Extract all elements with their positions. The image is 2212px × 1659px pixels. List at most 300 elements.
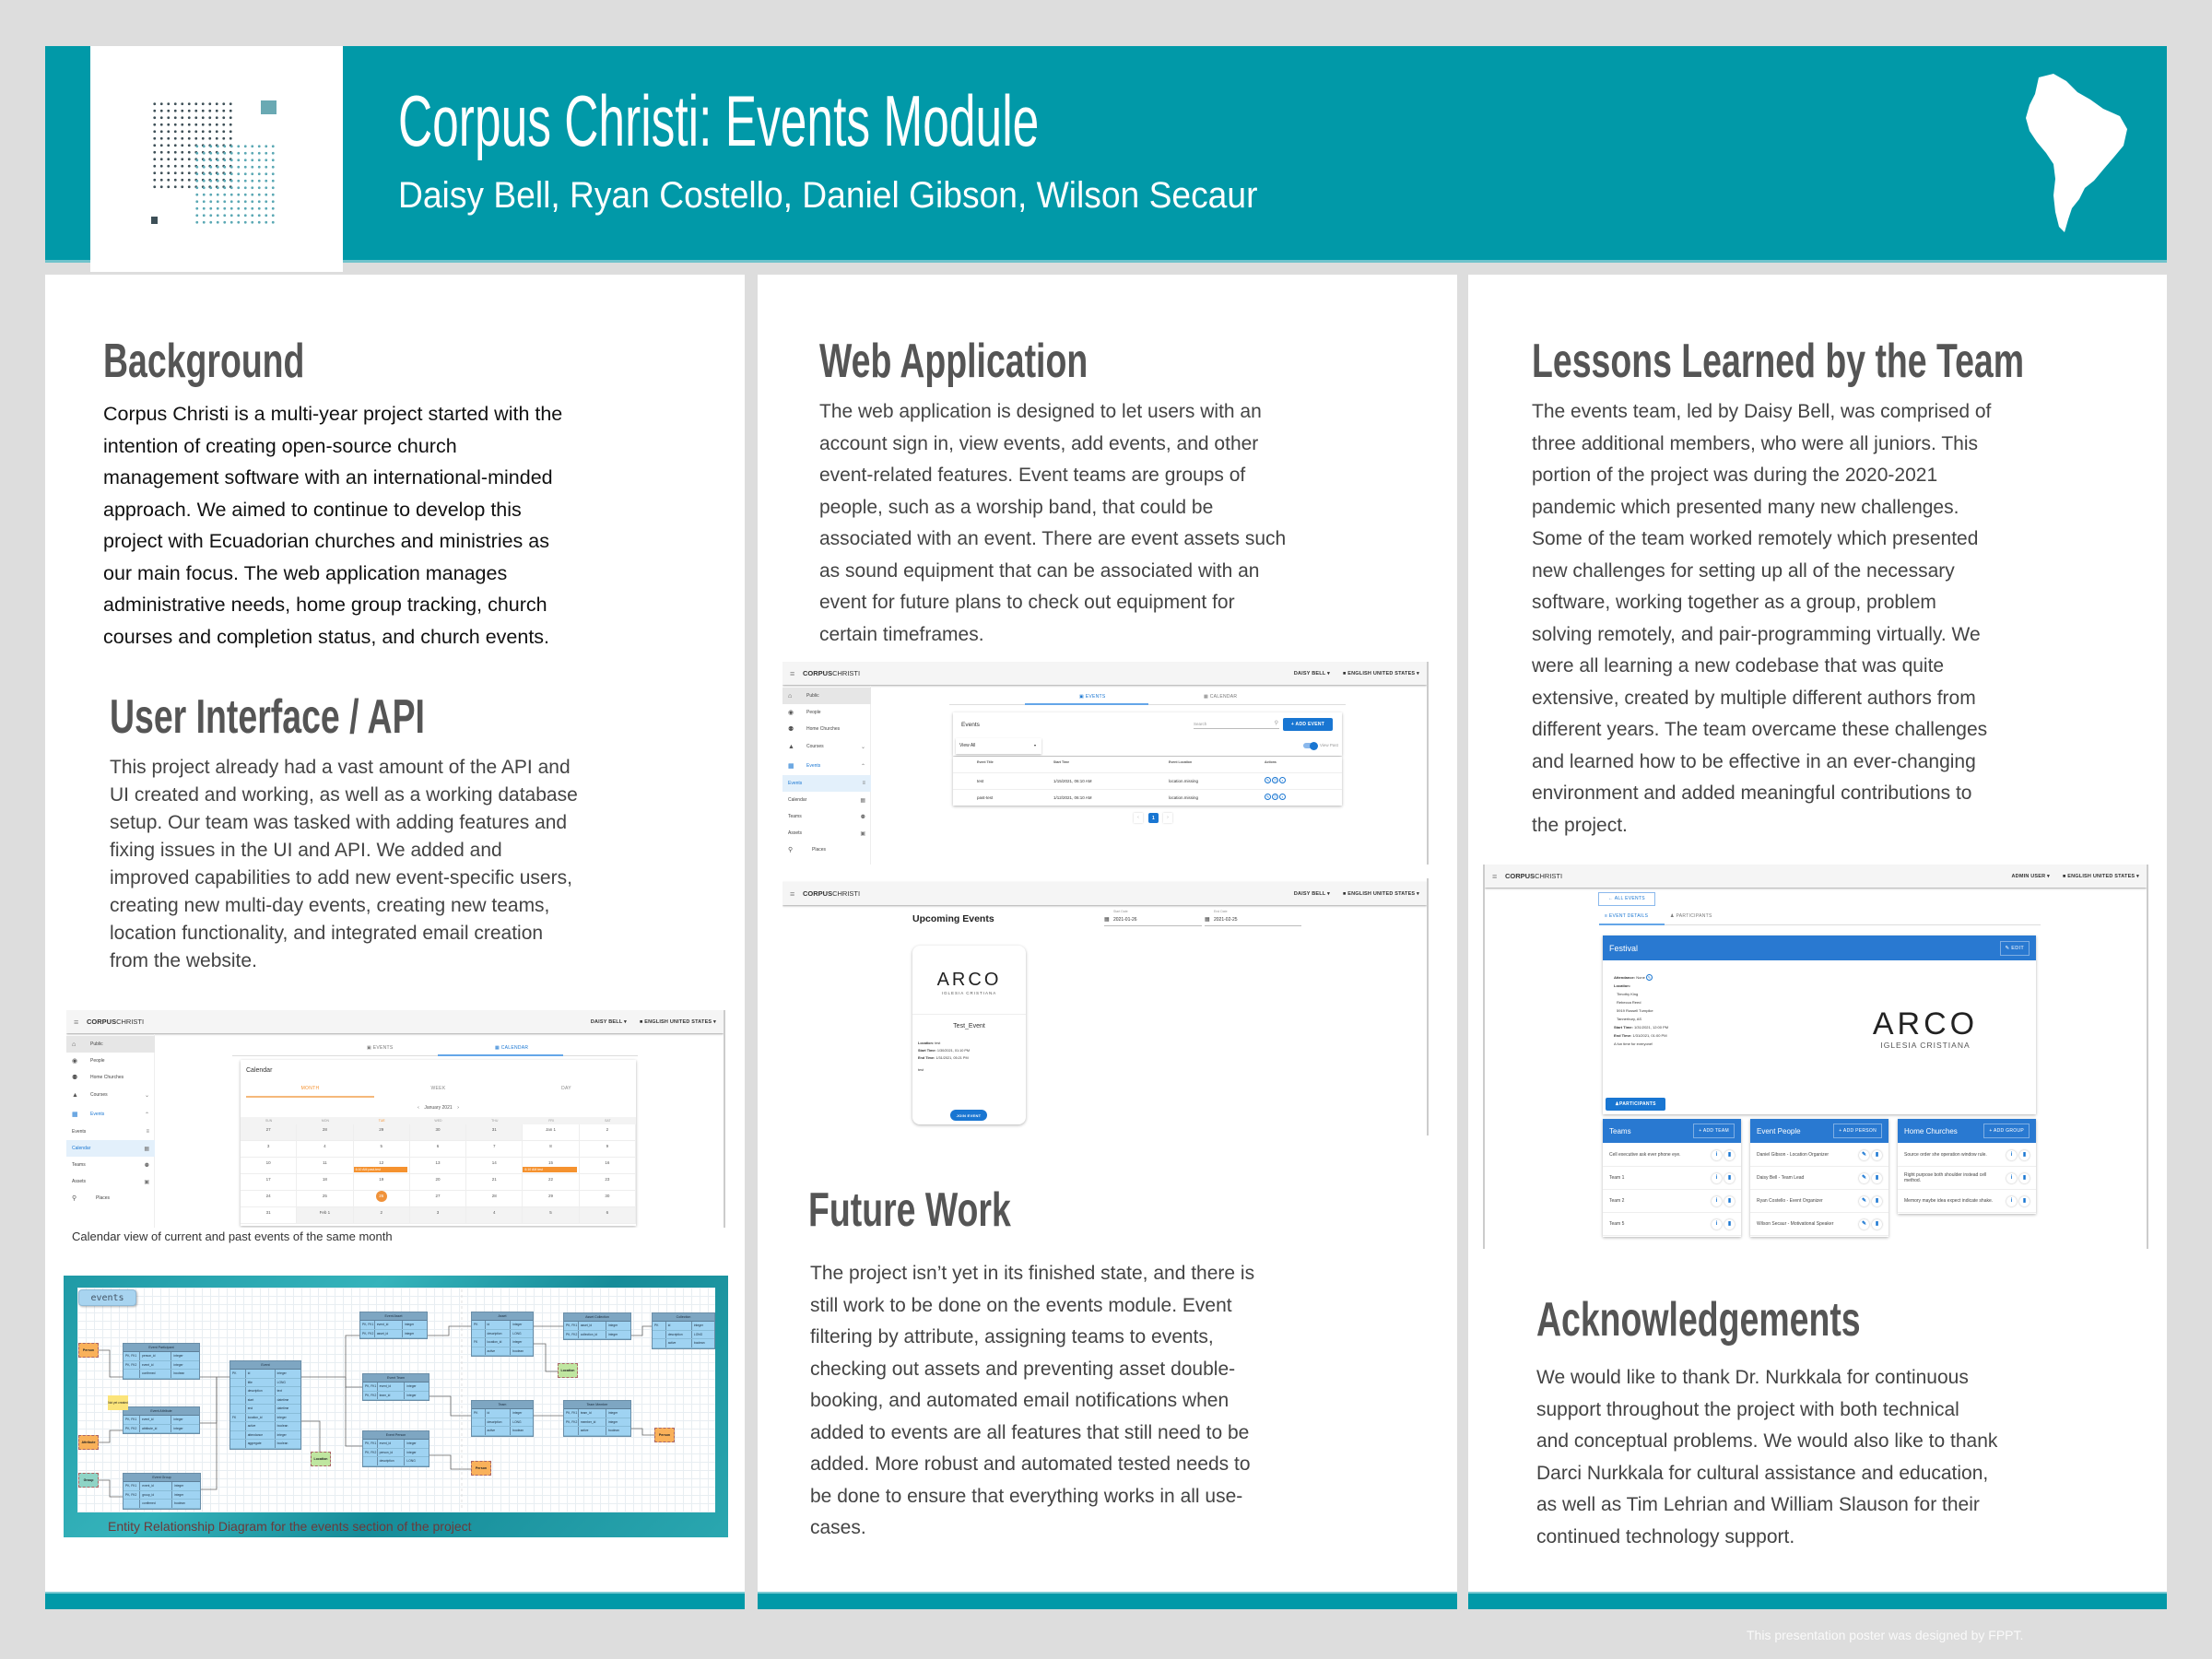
erd-table-row: [360, 1330, 427, 1339]
table-row[interactable]: [953, 789, 1342, 806]
info-icon[interactable]: i: [1712, 1196, 1722, 1206]
sidebar-item-assets[interactable]: [66, 1173, 155, 1190]
erd-field: PK, FK2: [124, 1361, 140, 1370]
calendar-day[interactable]: [580, 1158, 636, 1174]
calendar-day[interactable]: [297, 1158, 353, 1174]
erd-table: [471, 1400, 534, 1437]
day-number: 3: [436, 1210, 440, 1215]
language-menu[interactable]: ■ ENGLISH UNITED STATES ▾: [640, 1018, 716, 1025]
user-menu[interactable]: DAISY BELL ▾: [590, 1018, 627, 1025]
erd-field: [124, 1370, 140, 1378]
calendar-day[interactable]: [297, 1174, 353, 1191]
add-button[interactable]: + ADD PERSON: [1833, 1124, 1882, 1138]
calendar-day[interactable]: [466, 1158, 523, 1174]
language-menu[interactable]: ■ ENGLISH UNITED STATES ▾: [2063, 873, 2139, 879]
delete-icon[interactable]: ▮: [2019, 1150, 2030, 1160]
day-number: 3: [266, 1144, 270, 1148]
footer-credit: [1747, 1628, 2023, 1642]
calendar-day[interactable]: [466, 1207, 523, 1224]
sidebar-item-calendar[interactable]: [782, 792, 871, 808]
table-cell: location.missing: [1169, 779, 1199, 783]
menu-icon[interactable]: ≡: [790, 888, 795, 899]
info-icon[interactable]: i: [1712, 1173, 1722, 1183]
calendar-day[interactable]: [410, 1191, 466, 1207]
text-line: location functionality, and integrated email creation: [110, 923, 544, 944]
erd-table-name: Collection: [653, 1313, 714, 1322]
erd-field: PK, FK2: [564, 1331, 579, 1339]
day-number: 23: [605, 1177, 610, 1182]
calendar-day[interactable]: [297, 1191, 353, 1207]
next-page-button[interactable]: ›: [1163, 813, 1172, 823]
erd-table-row: [124, 1425, 199, 1434]
erd-table-row: [230, 1396, 300, 1406]
text-line: approach. We aimed to continue to develop this: [103, 498, 522, 521]
search-input[interactable]: [1194, 720, 1279, 729]
erd-label: events: [78, 1289, 136, 1306]
calendar-day[interactable]: [354, 1124, 410, 1141]
group-icon: ⚉: [860, 814, 865, 820]
calendar-day[interactable]: [241, 1191, 297, 1207]
app-brand[interactable]: [803, 669, 860, 677]
text-line: solving remotely, and pair-programming virtually. We: [1532, 623, 1981, 645]
erd-field: integer: [173, 1362, 183, 1367]
calendar-icon: ▦: [860, 797, 865, 804]
calendar-day[interactable]: [523, 1141, 579, 1158]
erd-field: title: [246, 1379, 276, 1387]
sidebar: [782, 686, 871, 865]
tab-event-details[interactable]: ≡ EVENT DETAILS: [1605, 913, 1649, 919]
erd-table-row: [363, 1457, 429, 1466]
calendar-day[interactable]: [241, 1124, 297, 1141]
sidebar-item-places[interactable]: [782, 841, 871, 858]
delete-icon[interactable]: ▮: [1872, 1196, 1882, 1206]
text-line: creating new multi-day events, creating new teams,: [110, 895, 550, 916]
event-card[interactable]: [912, 946, 1026, 1124]
text-line: portion of the project was during the 2020-2021: [1532, 465, 1938, 486]
group-icon: ⚉: [72, 1075, 78, 1081]
day-number: 16: [605, 1160, 610, 1165]
erd-table-name: Event Asset: [360, 1312, 427, 1321]
erd-field: PK, FK2: [363, 1449, 378, 1457]
calendar-card: [241, 1060, 636, 1226]
text-line: We would like to thank Dr. Nurkkala for continuous: [1536, 1367, 1969, 1388]
background-text: [103, 398, 562, 653]
page-button[interactable]: 1: [1148, 813, 1159, 823]
view-past-toggle[interactable]: [1303, 743, 1317, 748]
heading-lessons-learned: Lessons Learned by the Team: [1532, 335, 2025, 388]
calendar-day[interactable]: [523, 1124, 579, 1141]
add-button[interactable]: + ADD TEAM: [1693, 1124, 1735, 1138]
calendar-day[interactable]: [241, 1158, 297, 1174]
erd-field: description: [486, 1330, 512, 1338]
calendar-day[interactable]: [466, 1174, 523, 1191]
text-line: new challenges for setting up all of the necessary: [1532, 559, 1955, 582]
list-item: [1603, 1144, 1741, 1167]
day-number: Feb 1: [319, 1210, 331, 1215]
text-line: courses and completion status, and church events.: [103, 625, 550, 648]
erd-field: PK, FK1: [564, 1322, 579, 1330]
calendar-day[interactable]: [241, 1207, 297, 1224]
user-menu[interactable]: DAISY BELL ▾: [1293, 890, 1330, 897]
sidebar-item-public[interactable]: [782, 688, 871, 704]
tab-calendar[interactable]: ▦ CALENDAR: [495, 1045, 529, 1051]
erd-field: PK, FK2: [124, 1425, 140, 1433]
erd-table-row: [363, 1392, 429, 1401]
web-application-text: [819, 396, 1286, 651]
erd-table-row: [472, 1409, 533, 1418]
next-month-icon[interactable]: ›: [457, 1105, 459, 1111]
participants-button[interactable]: ♟ PARTICIPANTS: [1606, 1098, 1665, 1111]
calendar-day[interactable]: [466, 1191, 523, 1207]
copy-icon[interactable]: ❐: [1273, 794, 1277, 799]
day-number: 19: [379, 1177, 384, 1182]
row-actions: [1265, 777, 1287, 783]
sidebar-item-courses[interactable]: [782, 738, 871, 755]
info-icon[interactable]: i: [1712, 1219, 1722, 1230]
info-icon[interactable]: i: [2006, 1150, 2017, 1160]
prev-page-button[interactable]: ‹: [1134, 813, 1143, 823]
calendar-day[interactable]: [466, 1141, 523, 1158]
text-line: associated with an event. There are event assets such: [819, 528, 1287, 549]
arco-logo: [1861, 1007, 1990, 1050]
home-icon: ⌂: [72, 1041, 76, 1048]
sidebar-item-label: Calendar: [788, 797, 807, 803]
delete-icon[interactable]: ▮: [1872, 1173, 1882, 1183]
sidebar-item-people[interactable]: [66, 1053, 155, 1069]
calendar-day[interactable]: [241, 1174, 297, 1191]
calendar-day[interactable]: [354, 1141, 410, 1158]
location-line: Timothy King: [1617, 992, 1639, 996]
erd-field: asset_id: [579, 1322, 606, 1330]
day-number: 27: [265, 1127, 271, 1132]
text-line: added to events are all features that still need to be: [810, 1421, 1250, 1443]
calendar-day[interactable]: [523, 1207, 579, 1224]
erd-table: [471, 1312, 534, 1357]
location-line: Tannerbury, AS: [1617, 1017, 1642, 1021]
edit-icon[interactable]: ✎: [1859, 1196, 1869, 1206]
start-date-field[interactable]: [1104, 910, 1202, 926]
list-item: [1603, 1167, 1741, 1190]
erd-table: [563, 1312, 631, 1340]
erd-table: [123, 1406, 200, 1434]
erd-field: PK, FK1: [363, 1440, 378, 1448]
day-number: 18: [322, 1177, 327, 1182]
delete-icon[interactable]: ▮: [1724, 1173, 1735, 1183]
sidebar-item-teams[interactable]: [66, 1157, 155, 1173]
calendar-day[interactable]: [297, 1141, 353, 1158]
sidebar-item-assets[interactable]: [782, 825, 871, 841]
sidebar-item-label: Public: [90, 1041, 103, 1047]
calendar-day[interactable]: [580, 1124, 636, 1141]
erd-caption: Entity Relationship Diagram for the events section of the project: [108, 1519, 472, 1534]
delete-icon[interactable]: ▮: [1724, 1219, 1735, 1230]
erd-table-row: [230, 1405, 300, 1414]
calendar-day[interactable]: [354, 1191, 410, 1207]
all-events-button[interactable]: ← ALL EVENTS: [1598, 892, 1655, 906]
erd-field: integer: [276, 1415, 287, 1419]
menu-icon[interactable]: ≡: [74, 1017, 79, 1027]
sidebar-item-teams[interactable]: [782, 808, 871, 825]
location-label: Location:: [1614, 983, 1630, 988]
calendar-day[interactable]: [410, 1158, 466, 1174]
calendar-day[interactable]: [523, 1174, 579, 1191]
tab-indicator: [438, 1054, 563, 1056]
sidebar-item-home-churches[interactable]: [66, 1069, 155, 1086]
erd-field: integer: [405, 1323, 415, 1326]
copy-icon[interactable]: ❐: [1273, 778, 1277, 782]
item-label: Right purpose both shoulder instead cell method.: [1904, 1172, 1987, 1183]
calendar-day[interactable]: [580, 1207, 636, 1224]
sidebar-item-label: Home Churches: [806, 726, 841, 732]
erd-field: boolean: [512, 1348, 524, 1353]
erd-table-name: Team Member: [564, 1401, 630, 1409]
calendar-day[interactable]: [580, 1191, 636, 1207]
erd-table-name: Asset Collection: [564, 1313, 630, 1322]
sidebar: [66, 1034, 155, 1228]
erd-field: [124, 1500, 140, 1508]
view-tab-day[interactable]: DAY: [561, 1086, 571, 1091]
calendar-icon: ▦: [788, 763, 794, 770]
location-line: 5919 Russell Turnpike: [1617, 1008, 1653, 1013]
edit-button[interactable]: ✎ EDIT: [2000, 941, 2030, 956]
delete-icon[interactable]: ▪: [1279, 777, 1286, 783]
erd-table-row: [124, 1500, 200, 1509]
tab-events[interactable]: ▣ EVENTS: [1079, 694, 1106, 700]
column-footer-bar: [1468, 1592, 2167, 1609]
filter-select[interactable]: [956, 738, 1041, 754]
text-line: from the website.: [110, 950, 257, 971]
app-brand[interactable]: [1505, 872, 1562, 880]
edit-icon[interactable]: ✎: [1859, 1173, 1869, 1183]
erd-field: integer: [406, 1393, 417, 1397]
erd-table-row: [564, 1409, 630, 1418]
sidebar-item-people[interactable]: [782, 704, 871, 721]
tab-events[interactable]: ▣ EVENTS: [367, 1045, 394, 1051]
erd-entity-stub: Attribute: [78, 1435, 99, 1450]
edit-attendance-icon[interactable]: ✎: [1647, 975, 1652, 980]
info-icon[interactable]: i: [2006, 1196, 2017, 1206]
erd-field: integer: [174, 1492, 184, 1497]
text-line: people, such as a worship band, that could be: [819, 496, 1214, 518]
erd-field: PK, FK2: [564, 1418, 579, 1427]
add-event-button[interactable]: + ADD EVENT: [1283, 718, 1333, 731]
menu-icon[interactable]: ≡: [1492, 871, 1498, 881]
weekday-header: TUE: [354, 1117, 410, 1124]
calendar-day[interactable]: [466, 1124, 523, 1141]
events-title: Events: [961, 722, 980, 728]
erd-entity-stub: Location: [311, 1452, 331, 1466]
calendar-icon: ▦: [1205, 917, 1210, 923]
erd-field: [230, 1387, 246, 1395]
calendar-day[interactable]: [523, 1158, 579, 1174]
tab-calendar[interactable]: ▦ CALENDAR: [1204, 694, 1238, 700]
erd-field: description: [486, 1418, 512, 1427]
panel-header: [1898, 1119, 2036, 1143]
erd-table-row: [653, 1339, 714, 1348]
erd-field: [230, 1379, 246, 1387]
erd-field: event_id: [140, 1482, 172, 1490]
calendar-day[interactable]: [580, 1174, 636, 1191]
erd-field: PK, FK2: [124, 1491, 140, 1500]
sidebar-item-calendar[interactable]: [66, 1140, 155, 1157]
erd-table-row: [472, 1338, 533, 1347]
edit-icon[interactable]: ✎: [1265, 778, 1270, 782]
erd-field: location_id: [486, 1338, 512, 1347]
school-icon: ▲: [72, 1091, 78, 1099]
day-number: 7: [493, 1144, 496, 1148]
tab-label: EVENTS: [372, 1045, 394, 1051]
calendar-event[interactable]: 6:10 AM test: [523, 1167, 576, 1172]
fppt-link[interactable]: FPPT: [1988, 1628, 2020, 1642]
erd-field: active: [246, 1422, 276, 1430]
sidebar-item-events[interactable]: [782, 775, 871, 792]
list-icon: ≡: [862, 781, 865, 786]
sidebar-item-courses[interactable]: [66, 1087, 155, 1103]
add-button[interactable]: + ADD GROUP: [1983, 1124, 2030, 1138]
day-number: 15: [548, 1160, 554, 1165]
delete-icon[interactable]: ▪: [1279, 794, 1286, 800]
events-table: [953, 757, 1342, 806]
erd-table-row: [564, 1322, 630, 1331]
brand-bold: CORPUS: [803, 889, 833, 898]
text-line: The events team, led by Daisy Bell, was comprised of: [1532, 401, 1992, 422]
app-brand[interactable]: [803, 889, 860, 898]
sidebar-item-label: Events: [788, 781, 803, 786]
erd-field: id: [486, 1409, 512, 1418]
erd-table-row: [564, 1427, 630, 1436]
erd-field: integer: [512, 1340, 523, 1344]
day-number: 8: [549, 1144, 552, 1148]
event-details: [1614, 973, 1668, 1048]
weekday-header: FRI: [523, 1117, 579, 1124]
calendar-day[interactable]: [354, 1158, 410, 1174]
language-menu[interactable]: ■ ENGLISH UNITED STATES ▾: [1343, 670, 1419, 677]
erd-field: integer: [174, 1484, 184, 1488]
erd-table-row: [653, 1331, 714, 1340]
end-date-field[interactable]: [1205, 910, 1301, 926]
assets-icon: ▣: [860, 830, 865, 837]
language-menu[interactable]: ■ ENGLISH UNITED STATES ▾: [1343, 890, 1419, 897]
view-tab-week[interactable]: WEEK: [430, 1086, 446, 1091]
calendar-day[interactable]: [297, 1124, 353, 1141]
sidebar-item-events[interactable]: [782, 758, 871, 774]
footer-text: This presentation poster was designed by: [1747, 1628, 1989, 1642]
text-line: support throughout the project with both technical: [1536, 1398, 1959, 1420]
calendar-day[interactable]: [523, 1191, 579, 1207]
delete-icon[interactable]: ▮: [2019, 1196, 2030, 1206]
erd-field: attendance: [246, 1431, 276, 1440]
tab-label: CALENDAR: [500, 1045, 529, 1051]
edit-icon[interactable]: ✎: [1859, 1219, 1869, 1230]
sidebar-item-home-churches[interactable]: [782, 721, 871, 737]
text-line: This project already had a vast amount of the API and: [110, 757, 571, 778]
logo-subtext: IGLESIA CRISTIANA: [1880, 1041, 1971, 1050]
delete-icon[interactable]: ▮: [2019, 1173, 2030, 1183]
erd-table: [359, 1312, 428, 1339]
sidebar-item-public[interactable]: [66, 1036, 155, 1053]
erd-field: location_id: [246, 1414, 276, 1422]
calendar-day[interactable]: [297, 1207, 353, 1224]
day-number: 22: [548, 1177, 554, 1182]
erd-field: group_id: [140, 1491, 172, 1500]
delete-icon[interactable]: ▮: [1872, 1150, 1882, 1160]
delete-icon[interactable]: ▮: [1724, 1150, 1735, 1160]
erd-table-row: [230, 1431, 300, 1441]
view-tab-month[interactable]: MONTH: [246, 1086, 374, 1098]
tab-participants[interactable]: ♟ PARTICIPANTS: [1670, 913, 1712, 919]
menu-icon[interactable]: ≡: [790, 668, 795, 678]
info-icon[interactable]: i: [2006, 1173, 2017, 1183]
calendar-day[interactable]: [354, 1207, 410, 1224]
calendar-day[interactable]: [410, 1207, 466, 1224]
erd-field: integer: [173, 1418, 183, 1421]
day-number: 29: [379, 1127, 384, 1132]
text-line: and learned how to be effective in an ever-changing: [1532, 750, 1976, 772]
delete-icon[interactable]: ▮: [1724, 1196, 1735, 1206]
table-row[interactable]: [953, 772, 1342, 789]
day-number: 27: [435, 1194, 441, 1198]
sidebar-item-events[interactable]: [66, 1106, 155, 1123]
user-menu[interactable]: ADMIN USER ▾: [2011, 873, 2050, 879]
calendar-day[interactable]: [410, 1124, 466, 1141]
app-top-bar: [1485, 865, 2147, 888]
sidebar-item-places[interactable]: [66, 1190, 155, 1206]
day-number: 17: [265, 1177, 271, 1182]
heading-future-work: Future Work: [808, 1183, 1011, 1237]
info-icon[interactable]: i: [1712, 1150, 1722, 1160]
delete-icon[interactable]: ▮: [1872, 1219, 1882, 1230]
day-number: 11: [323, 1160, 327, 1165]
calendar-day[interactable]: [580, 1141, 636, 1158]
app-brand[interactable]: [87, 1018, 144, 1026]
text-line: fixing issues in the UI and API. We added and: [110, 840, 502, 861]
participants-label: PARTICIPANTS: [1618, 1101, 1656, 1107]
erd-table-name: Asset: [472, 1312, 533, 1321]
join-event-button[interactable]: JOIN EVENT: [950, 1110, 987, 1121]
erd-field: boolean: [512, 1429, 524, 1432]
erd-table-row: [124, 1352, 199, 1361]
text-line: the project.: [1532, 814, 1628, 836]
upcoming-events-screenshot: [782, 878, 1429, 1135]
calendar-day[interactable]: [410, 1174, 466, 1191]
chevron-down-icon: ⌄: [860, 744, 865, 750]
prev-month-icon[interactable]: ‹: [418, 1105, 419, 1111]
erd-table-row: [472, 1347, 533, 1357]
calendar-day[interactable]: [410, 1141, 466, 1158]
edit-icon[interactable]: ✎: [1265, 794, 1270, 799]
text-line: and conceptual problems. We would also like to thank: [1536, 1430, 1998, 1452]
erd-entity-stub: Person: [654, 1428, 675, 1442]
item-label: Team 1: [1609, 1175, 1625, 1181]
group-icon: ⚉: [788, 726, 794, 733]
erd-field: person_id: [378, 1449, 406, 1457]
erd-field: integer: [406, 1441, 417, 1445]
erd-field: description: [378, 1457, 406, 1465]
calendar-day[interactable]: [241, 1141, 297, 1158]
erd-field: event_id: [378, 1440, 406, 1448]
sidebar-item-label: Calendar: [72, 1146, 91, 1151]
user-menu[interactable]: DAISY BELL ▾: [1293, 670, 1330, 677]
calendar-event[interactable]: 6:10 AM past-test: [354, 1167, 407, 1172]
erd-entity-stub: Location: [558, 1363, 578, 1378]
sidebar-item-label: Places: [96, 1195, 111, 1201]
erd-table-row: [472, 1330, 533, 1339]
calendar-day[interactable]: [354, 1174, 410, 1191]
edit-icon[interactable]: ✎: [1859, 1150, 1869, 1160]
sidebar-item-events[interactable]: [66, 1124, 155, 1140]
day-number: 21: [491, 1177, 497, 1182]
erd-table: [362, 1430, 429, 1467]
